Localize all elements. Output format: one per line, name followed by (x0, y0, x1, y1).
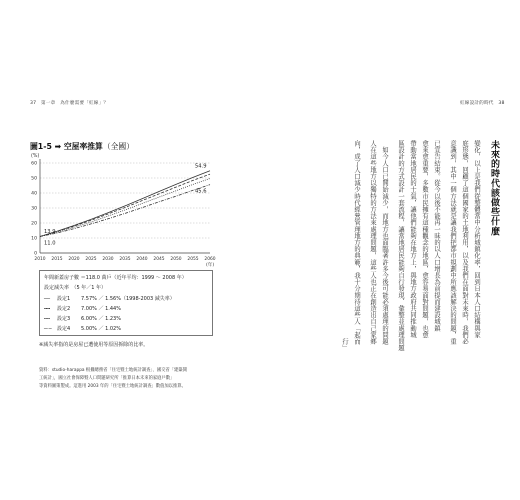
y-tick-label: 0 (34, 251, 37, 257)
left-running-head: 37 第一章 為什麼需要「紅線」？ (30, 101, 109, 106)
series-line-solid (40, 171, 210, 237)
y-axis-unit: (%) (31, 154, 40, 159)
legend-symbol-dashdot: ─·─ (44, 326, 52, 332)
y-tick-label: 60 (31, 161, 37, 167)
x-tick-label: 2020 (68, 257, 80, 262)
legend-row (44, 295, 175, 302)
body-column: 庭形態，回顧了這個國家的土地利用，以及我們在面對未來時，我們必 (461, 140, 468, 345)
right-running-head: 紅線設計的時代 38 (460, 101, 505, 106)
source-line: 資料：studio-harappa 根據總務省「住宅暨土地統計調查」、國交省「建築開 (39, 368, 187, 373)
legend-name: 設定1 (57, 296, 71, 302)
body-column: 已宣告結束。從今以後不能再一昧的以人口增長為前提而建設城鎮 (433, 140, 440, 332)
legend-name: 設定2 (57, 306, 71, 312)
y-tick-label: 40 (31, 191, 37, 197)
legend-name: 設定3 (57, 316, 71, 322)
legend-header-1: 年間新蓋房子數 ＝118.0 萬戶（近年平均：1999 ～ 2008 年） (44, 275, 187, 281)
source-line: 等資料圖策製成。這進用 2003 年的「住宅暨土地統計調查」數值加以推算。 (39, 384, 186, 389)
x-tick-label: 2045 (153, 257, 165, 262)
source-caption (39, 367, 234, 391)
body-column: 意識到，其中一個方法就是讓我們把都市規劃中所應該解決的問題，重 (449, 140, 456, 345)
body-column: 愈來愈重要，多數市民擁有這種觀念的地區，愈容易面對問題，也愈 (421, 140, 428, 338)
body-column: 帶動當地居民的士氣，讓他們能夠在地方上，與地方政府共同推動城 (409, 140, 416, 338)
legend-symbol-dotted: ┅┅ (44, 316, 51, 322)
section-title: 未來的時代該做些什麼 (489, 140, 499, 236)
series-line-dashed (40, 174, 210, 236)
x-axis-unit: (年) (206, 263, 215, 268)
legend-row (44, 325, 121, 332)
legend-row (44, 315, 121, 322)
x-tick-label: 2030 (102, 257, 114, 262)
x-tick-label: 2010 (34, 257, 46, 262)
y-tick-label: 20 (31, 221, 37, 227)
chart-grid (40, 163, 210, 238)
chart-note: ※減失率指的是房屋已遭使用等原因拆除的比率。 (39, 342, 149, 348)
x-tick-label: 2055 (187, 257, 199, 262)
annotation-low: 45.6 (195, 188, 207, 195)
legend-rates: 7.57% ／ 1.56%（1998-2003 減失率） (81, 296, 175, 302)
chart-series (40, 171, 210, 237)
figure-title-main: 圖1-5 ➡ 空屋率推算 (30, 142, 103, 151)
figure-title-sub: （全國） (102, 142, 135, 151)
body-column: 如今人口已開始減少，而地方也面臨著許多今後可能必須處理的問題 (381, 140, 388, 345)
y-tick-label: 30 (31, 206, 37, 212)
x-tick-label: 2050 (170, 257, 182, 262)
body-column: 變化，以上是我們從整體當中分析城鎮化率，回到日本人口結構與家 (473, 140, 480, 338)
legend-rates: 7.00% ／ 1.44% (81, 306, 121, 312)
y-tick-label: 10 (31, 236, 37, 242)
right-page (260, 0, 520, 500)
source-line: 工統計」，國立社會保障暨人口問題研究所「推算日本未來的家庭戶數」 (39, 376, 175, 381)
chart-labels (31, 153, 216, 268)
x-tick-label: 2015 (51, 257, 63, 262)
legend-rates: 5.00% ／ 1.02% (81, 326, 121, 332)
legend-symbol-solid: ── (44, 296, 51, 302)
legend-header-2: 設定減失率 （5 年／1 年） (44, 285, 107, 291)
body-column: 人在這些地方以獨特的方法來處理問題，這些人也正在創造出自己家鄉 (369, 140, 376, 345)
y-tick-label: 50 (31, 176, 37, 182)
annotation-start-low: 11.0 (44, 240, 56, 247)
vacancy-rate-chart (22, 150, 222, 268)
body-column: 行」 (341, 140, 348, 352)
chart-legend-box (39, 270, 213, 336)
x-tick-label: 2025 (85, 257, 97, 262)
legend-row (44, 305, 121, 312)
body-column: 向，成了人口減少時代經營管理地方的典範，我十分期待這些人「起而 (353, 140, 360, 345)
legend-rates: 6.00% ／ 1.23% (81, 316, 121, 322)
legend-symbol-dashed: ╍╍ (44, 306, 51, 312)
x-tick-label: 2060 (204, 257, 216, 262)
annotation-high: 54.9 (195, 163, 207, 170)
annotation-start-high: 13.9 (44, 229, 56, 236)
body-column: 區設計的方式設計一套流程，讓當地居民能夠自行發現、彙整並處理問題 (397, 140, 404, 352)
x-tick-label: 2035 (119, 257, 131, 262)
x-tick-label: 2040 (136, 257, 148, 262)
legend-name: 設定4 (57, 326, 71, 332)
